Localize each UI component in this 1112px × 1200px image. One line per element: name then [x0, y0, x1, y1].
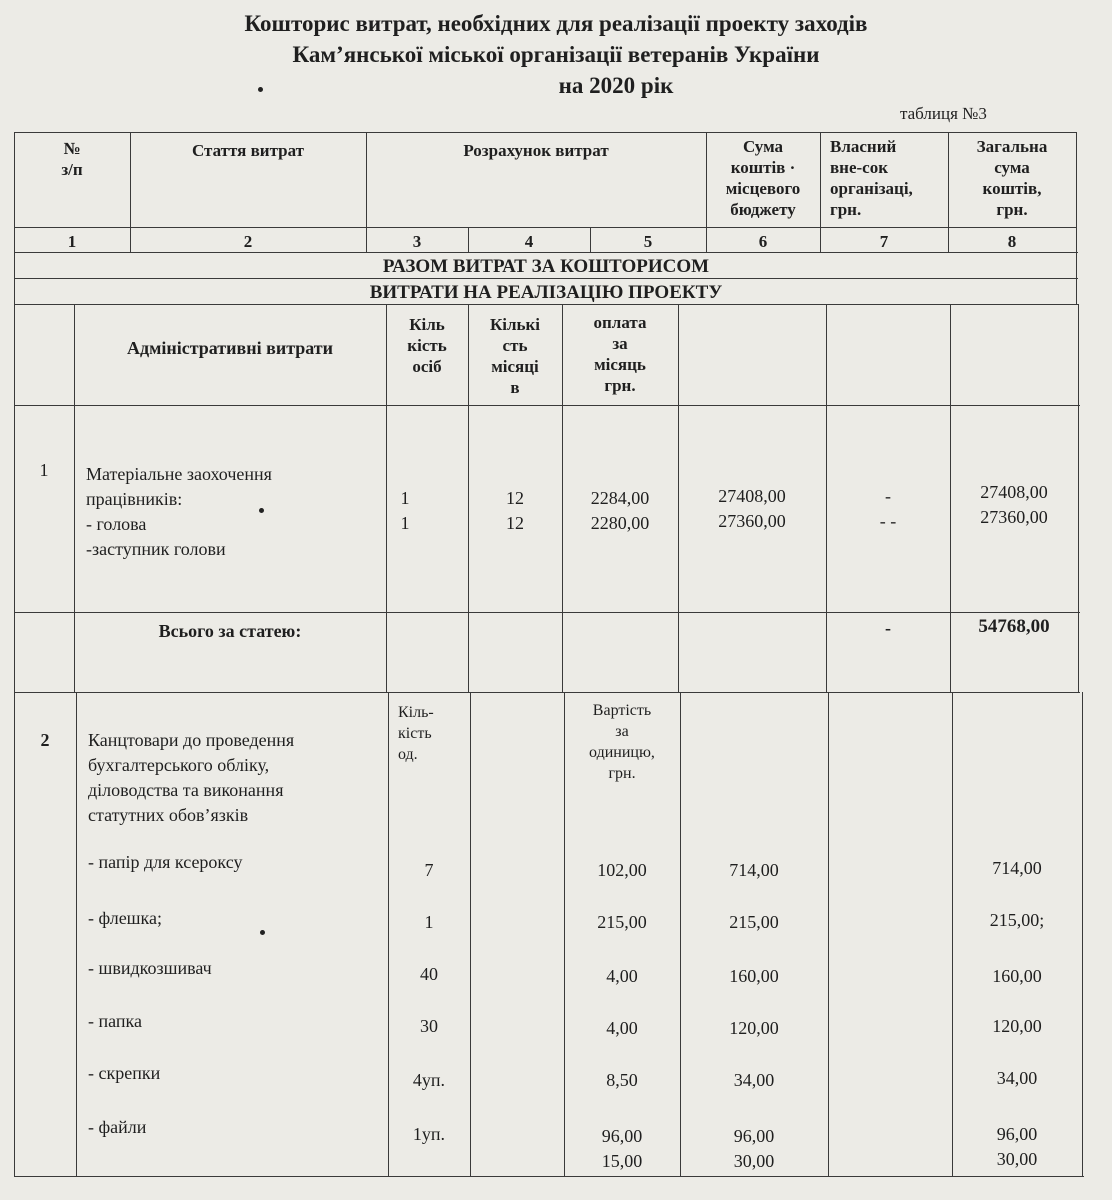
- col-number-7: 7: [879, 232, 889, 251]
- item2-col-qty: Кіль- кість од.: [398, 704, 434, 763]
- col-number-4: 4: [524, 232, 534, 251]
- admin-col-pay: оплата за місяць грн.: [593, 313, 647, 395]
- item2-row-budget: 120,00: [729, 1018, 779, 1038]
- grid-line: [14, 132, 1076, 133]
- admin-col-months: Кількі сть місяці в: [489, 315, 541, 397]
- grid-line: [14, 252, 1078, 253]
- grid-line: [76, 692, 77, 1176]
- item1-total: 27408,00 27360,00: [980, 482, 1048, 527]
- subtotal-label: Всього за статею:: [158, 621, 302, 641]
- grid-line: [14, 278, 1078, 279]
- col-number-1: 1: [67, 232, 77, 251]
- admin-col-persons: Кіль кість осіб: [407, 315, 447, 376]
- item2-row-qty: 7: [424, 860, 434, 880]
- item2-row-name: - папір для ксероксу: [88, 852, 243, 872]
- item2-row-total: 714,00: [992, 858, 1042, 878]
- item2-text: Канцтовари до проведення бухгалтерського обліку, діловодства та виконання статутних обов’язків: [88, 730, 295, 825]
- item1-persons: 1 1: [400, 488, 410, 533]
- item2-row-name: - швидкозшивач: [88, 958, 212, 978]
- col-number-6: 6: [758, 232, 768, 251]
- item1-text: Матеріальне заохочення працівників: - голова -заступник голови: [86, 464, 272, 559]
- item2-row-budget: 215,00: [729, 912, 779, 932]
- item2-row-unit: 8,50: [606, 1070, 638, 1090]
- title-line-2: Кам’янської міської організації ветеранів України: [292, 42, 820, 67]
- col-header-article: Стаття витрат: [192, 141, 304, 160]
- col-header-local-budget: Сума коштів · місцевого бюджету: [725, 137, 801, 219]
- grid-line: [14, 612, 1080, 613]
- item1-pay: 2284,00 2280,00: [590, 488, 650, 533]
- item2-row-budget: 160,00: [729, 966, 779, 986]
- ink-dot: [259, 508, 264, 513]
- item2-row-name: - скрепки: [88, 1063, 161, 1083]
- grid-line: [952, 692, 953, 1176]
- grid-line: [388, 692, 389, 1176]
- grid-line: [680, 692, 681, 1176]
- admin-costs-title: Адміністративні витрати: [126, 338, 334, 358]
- item2-row-name: - папка: [88, 1011, 142, 1031]
- section-project-costs: ВИТРАТИ НА РЕАЛІЗАЦІЮ ПРОЕКТУ: [369, 282, 723, 303]
- item2-row-qty: 1: [424, 912, 434, 932]
- item2-row-unit: 4,00: [606, 966, 638, 986]
- item2-row-total: 34,00: [996, 1068, 1038, 1088]
- item2-row-qty: 40: [420, 964, 438, 984]
- grid-line: [1082, 692, 1083, 1176]
- item1-own: - - -: [879, 486, 897, 531]
- grid-line: [1078, 304, 1079, 692]
- col-number-8: 8: [1007, 232, 1017, 251]
- item2-row-name: - флешка;: [88, 908, 163, 928]
- item2-row-total: 120,00: [992, 1016, 1042, 1036]
- grid-line: [14, 304, 1078, 305]
- ink-dot: [258, 87, 263, 92]
- col-header-calc: Розрахунок витрат: [463, 141, 609, 160]
- col-header-no: № з/п: [61, 139, 83, 179]
- item1-months: 12 12: [506, 488, 524, 533]
- title-line-3: на 2020 рік: [558, 73, 674, 98]
- table-number: таблиця №3: [900, 104, 987, 123]
- grid-line: [1076, 132, 1077, 305]
- item2-row-budget: 714,00: [729, 860, 779, 880]
- item2-row-total: 96,00 30,00: [996, 1124, 1038, 1169]
- subtotal-total: 54768,00: [978, 616, 1050, 637]
- item2-col-unit: Вартість за одиницю, грн.: [589, 702, 655, 782]
- grid-line: [14, 227, 1076, 228]
- title-line-1: Кошторис витрат, необхідних для реалізації проекту заходів: [244, 11, 868, 36]
- col-number-2: 2: [243, 232, 253, 251]
- subtotal-own: -: [885, 618, 891, 638]
- grid-line: [470, 692, 471, 1176]
- item2-row-qty: 4уп.: [412, 1070, 446, 1090]
- col-header-total: Загальна сума коштів, грн.: [976, 137, 1048, 219]
- grid-line: [828, 692, 829, 1176]
- grid-line: [14, 1176, 1084, 1177]
- item2-row-total: 215,00;: [989, 910, 1045, 930]
- item2-row-qty: 1уп.: [412, 1124, 446, 1144]
- item2-row-unit: 215,00: [597, 912, 647, 932]
- item1-no: 1: [39, 460, 49, 480]
- grid-line: [14, 405, 1080, 406]
- item2-row-budget: 96,00 30,00: [733, 1126, 775, 1171]
- item2-row-budget: 34,00: [733, 1070, 775, 1090]
- item2-row-total: 160,00: [992, 966, 1042, 986]
- item1-budget: 27408,00 27360,00: [718, 486, 786, 531]
- item2-row-name: - файли: [88, 1117, 147, 1137]
- item2-row-unit: 96,00 15,00: [601, 1126, 643, 1171]
- item2-row-unit: 4,00: [606, 1018, 638, 1038]
- col-header-own: Власний вне-сок організаці, грн.: [830, 137, 913, 219]
- item2-row-unit: 102,00: [597, 860, 647, 880]
- ink-dot: [260, 930, 265, 935]
- item2-no: 2: [40, 730, 50, 750]
- grid-line: [14, 692, 1080, 693]
- section-total-by-estimate: РАЗОМ ВИТРАТ ЗА КОШТОРИСОМ: [382, 256, 710, 277]
- col-number-3: 3: [412, 232, 422, 251]
- item2-row-qty: 30: [420, 1016, 438, 1036]
- document-title: [0, 8, 1112, 101]
- col-number-5: 5: [643, 232, 653, 251]
